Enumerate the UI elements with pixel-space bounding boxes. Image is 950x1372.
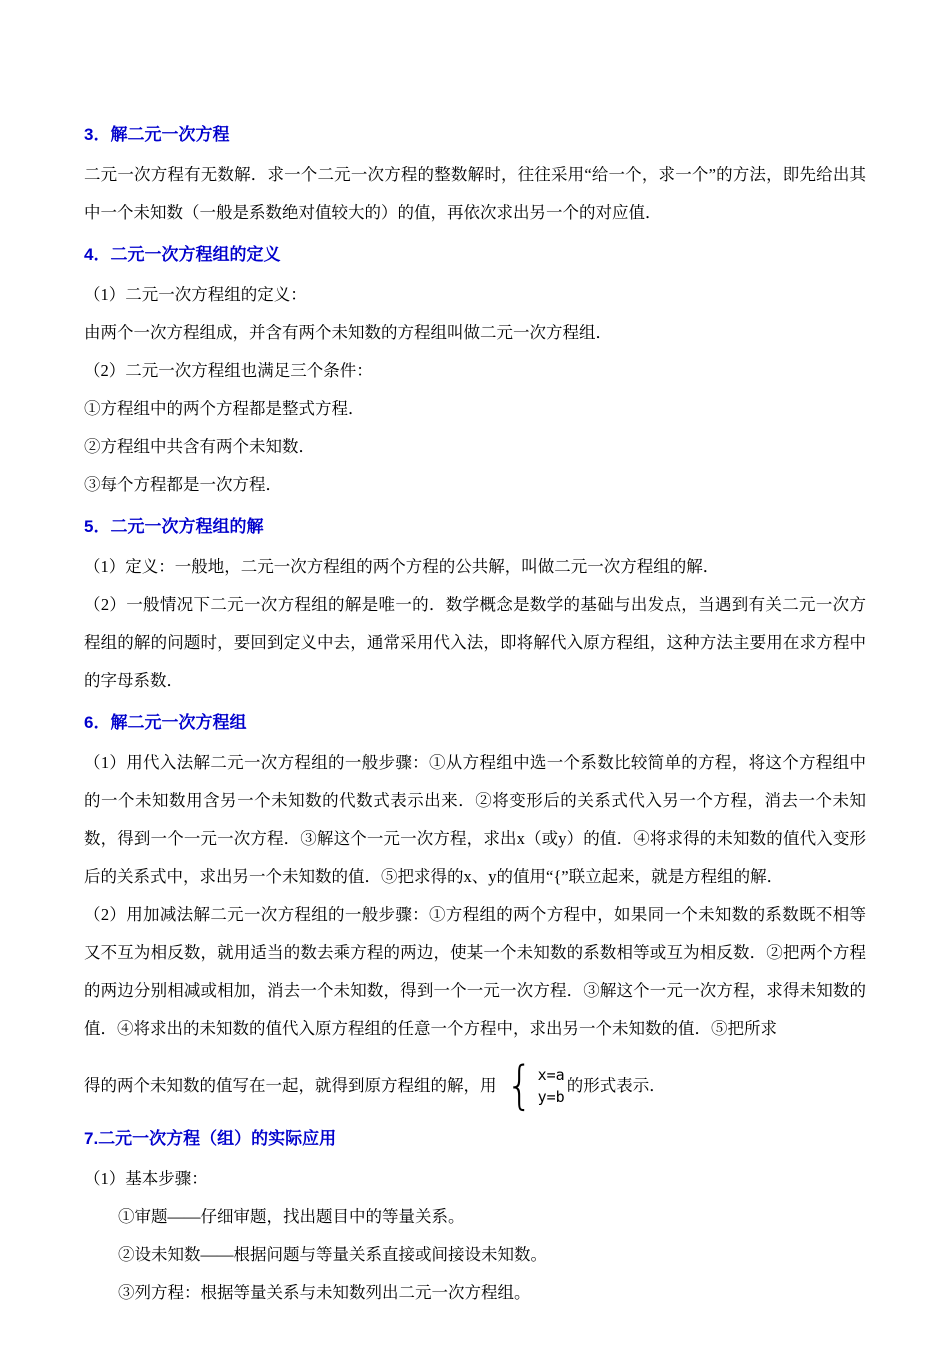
list-item: ②方程组中共含有两个未知数． [84,437,315,456]
equation-line-2: y=b [537,1088,565,1106]
section-heading-6: 6．解二元一次方程组 [84,713,247,732]
list-item: ②设未知数——根据问题与等量关系直接或间接设未知数。 [118,1245,547,1264]
formula-suffix-text: 的形式表示． [566,1076,666,1095]
section-heading-4: 4．二元一次方程组的定义 [84,245,281,264]
equation-cases [538,1066,565,1106]
paragraph: 二元一次方程有无数解．求一个二元一次方程的整数解时，往往采用“给一个，求一个”的方法，即先给出其中一个未知数（一般是系数绝对值较大的）的值，再依次求出另一个的对应值． [84,165,866,222]
paragraph: （2）一般情况下二元一次方程组的解是唯一的．数学概念是数学的基础与出发点，当遇到有关二元一次方程组的解的问题时，要回到定义中去，通常采用代入法，即将解代入原方程组，这种方法主要用在求方程中的字母系数． [84,595,866,690]
paragraph: （1）基本步骤： [84,1169,208,1188]
list-item: ①方程组中的两个方程都是整式方程． [84,399,365,418]
paragraph: （1）用代入法解二元一次方程组的一般步骤：①从方程组中选一个系数比较简单的方程，将这个方程组中的一个未知数用含另一个未知数的代数式表示出来．②将变形后的关系式代入另一个方程，消去一个未知数，得到一个一元一次方程．③解这个一元一次方程，求出x（或y）的值．④将求得的未知数的值代入变形后的关系式中，求出另一个未知数的值．⑤把求得的x、y的值用“{”联立起来，就是方程组的解． [84,753,866,886]
list-item: ③列方程：根据等量关系与未知数列出二元一次方程组。 [118,1283,531,1302]
paragraph: （1）二元一次方程组的定义： [84,285,307,304]
left-brace-symbol: { [505,1056,533,1116]
paragraph: （2）用加减法解二元一次方程组的一般步骤：①方程组的两个方程中，如果同一个未知数的系数既不相等又不互为相反数，就用适当的数去乘方程的两边，使某一个未知数的系数相等或互为相反数．②把两个方程的两边分别相减或相加，消去一个未知数，得到一个一元一次方程．③解这个一元一次方程，求得未知数的值．④将求出的未知数的值代入原方程组的任意一个方程中，求出另一个未知数的值．⑤把所求 [84,905,866,1038]
paragraph-with-formula [84,1058,866,1114]
paragraph: （2）二元一次方程组也满足三个条件： [84,361,373,380]
list-item: ①审题——仔细审题，找出题目中的等量关系。 [118,1207,465,1226]
section-heading-3: 3．解二元一次方程 [84,125,230,144]
formula-prefix-text: 得的两个未知数的值写在一起，就得到原方程组的解，用 [84,1076,497,1095]
section-heading-7: 7.二元一次方程（组）的实际应用 [84,1129,337,1148]
equation-line-1: x=a [537,1066,565,1084]
list-item: ③每个方程都是一次方程． [84,475,282,494]
section-heading-5: 5．二元一次方程组的解 [84,517,264,536]
paragraph: 由两个一次方程组成，并含有两个未知数的方程组叫做二元一次方程组． [84,323,612,342]
paragraph: （1）定义：一般地，二元一次方程组的两个方程的公共解，叫做二元一次方程组的解． [84,557,720,576]
